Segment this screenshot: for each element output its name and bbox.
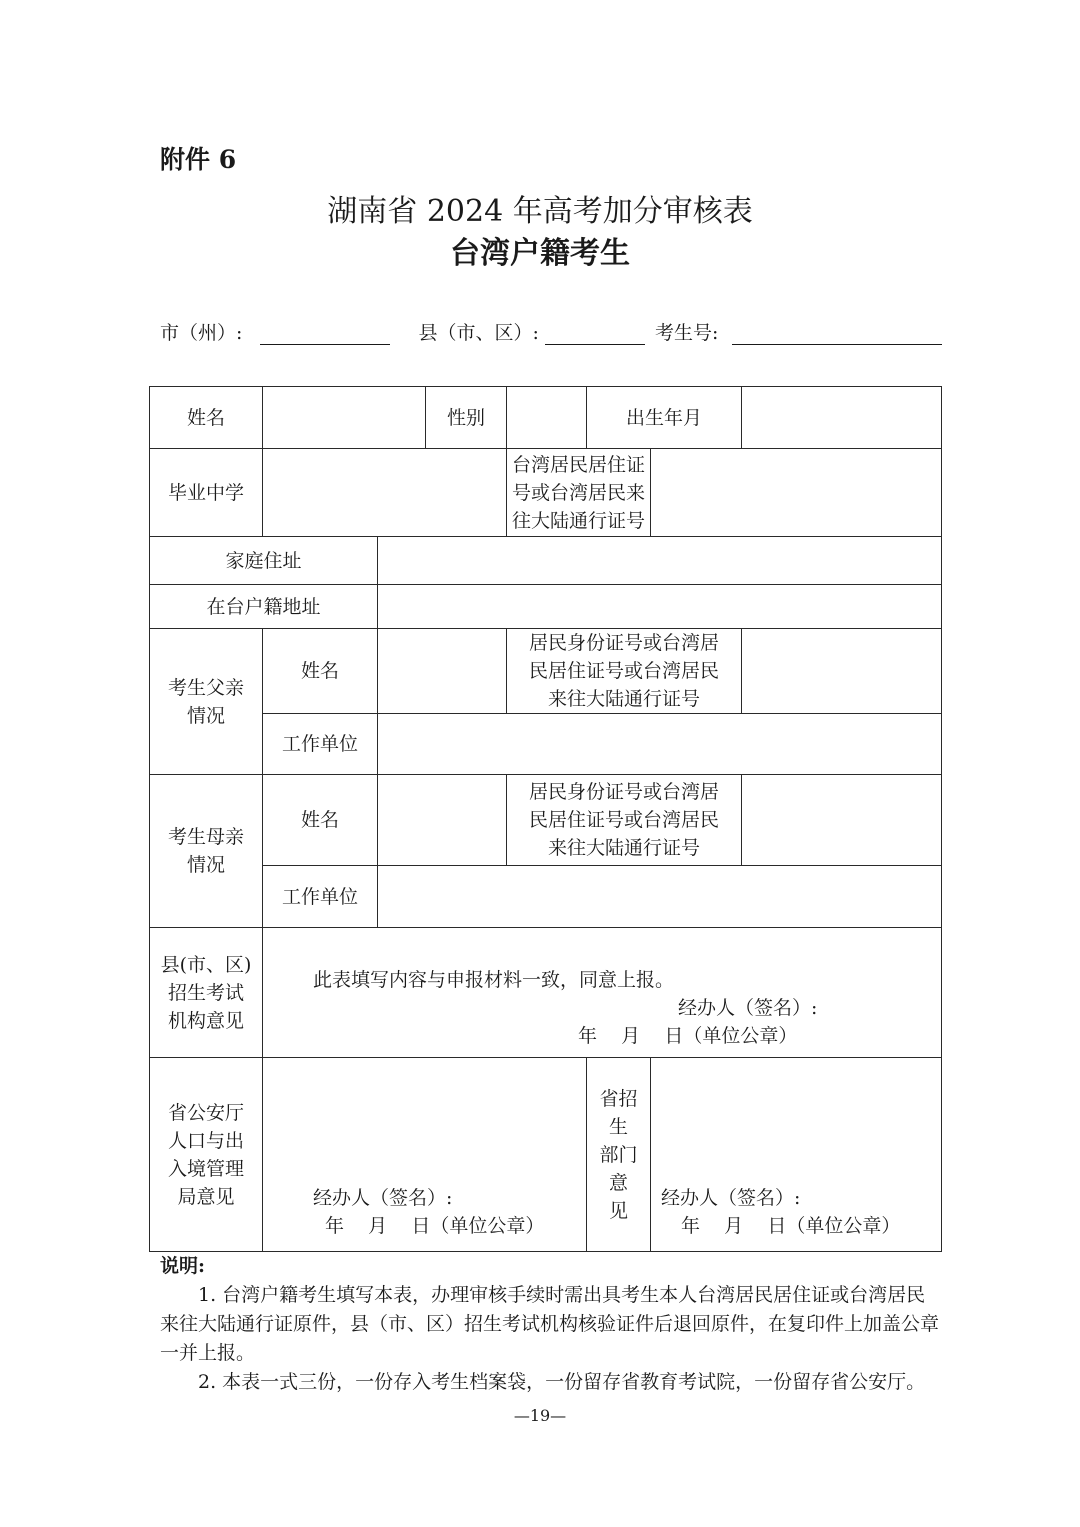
mother-section-label: 考生母亲 情况: [150, 775, 263, 928]
father-section-label: 考生父亲 情况: [150, 629, 263, 775]
info-line: [160, 318, 942, 345]
police-handler-sign: 经办人（签名）:: [313, 1187, 453, 1209]
county-handler-sign: 经办人（签名）:: [678, 997, 818, 1019]
name-field[interactable]: [263, 387, 426, 449]
mother-work-field[interactable]: [378, 866, 942, 928]
birth-field[interactable]: [742, 387, 942, 449]
form-subtitle: 台湾户籍考生: [450, 236, 630, 271]
county-opinion-cell[interactable]: [263, 928, 942, 1058]
province-opinion-label: 省招生 部门意 见: [587, 1058, 651, 1252]
county-label: 县（市、区）:: [418, 322, 539, 344]
note-item-1: 1. 台湾户籍考生填写本表，办理审核手续时需出具考生本人台湾居民居住证或台湾居民来往大陆通行证原件，县（市、区）招生考试机构核验证件后退回原件，在复印件上加盖公章一并上报。: [160, 1284, 940, 1364]
mother-id-label: 居民身份证号或台湾居 民居住证号或台湾居民 来往大陆通行证号: [507, 775, 742, 866]
father-name-field[interactable]: [378, 629, 507, 714]
mother-name-field[interactable]: [378, 775, 507, 866]
father-work-field[interactable]: [378, 714, 942, 775]
county-date-stamp: 年 月 日（单位公章）: [578, 1025, 798, 1047]
home-address-field[interactable]: [378, 537, 942, 585]
school-label: 毕业中学: [150, 449, 263, 537]
tw-id-field[interactable]: [651, 449, 942, 537]
gender-field[interactable]: [507, 387, 587, 449]
notes-title: 说明:: [160, 1255, 206, 1277]
father-id-field[interactable]: [742, 629, 942, 714]
exam-no-blank[interactable]: [732, 324, 942, 345]
birth-label: 出生年月: [587, 387, 742, 449]
province-handler-sign: 经办人（签名）:: [661, 1187, 801, 1209]
police-date-stamp: 年 月 日（单位公章）: [325, 1215, 545, 1237]
gender-label: 性别: [426, 387, 507, 449]
province-opinion-cell[interactable]: [651, 1058, 942, 1252]
name-label: 姓名: [150, 387, 263, 449]
county-blank[interactable]: [545, 324, 645, 345]
mother-work-label: 工作单位: [263, 866, 378, 928]
tw-address-field[interactable]: [378, 585, 942, 629]
exam-no-label: 考生号:: [655, 322, 719, 344]
county-opinion-label: 县(市、区) 招生考试 机构意见: [150, 928, 263, 1058]
province-date-stamp: 年 月 日（单位公章）: [681, 1215, 901, 1237]
mother-id-field[interactable]: [742, 775, 942, 866]
attachment-label: 附件 6: [160, 145, 237, 174]
home-address-label: 家庭住址: [150, 537, 378, 585]
county-opinion-text: 此表填写内容与申报材料一致，同意上报。: [313, 969, 675, 991]
father-work-label: 工作单位: [263, 714, 378, 775]
tw-address-label: 在台户籍地址: [150, 585, 378, 629]
review-form-table: [149, 386, 942, 1252]
city-label: 市（州）:: [160, 322, 243, 344]
father-id-label: 居民身份证号或台湾居 民居住证号或台湾居民 来往大陆通行证号: [507, 629, 742, 714]
tw-id-label: 台湾居民居住证 号或台湾居民来 往大陆通行证号: [507, 449, 651, 537]
note-item-2: 2. 本表一式三份，一份存入考生档案袋，一份留存省教育考试院，一份留存省公安厅。: [198, 1371, 926, 1393]
city-blank[interactable]: [260, 324, 390, 345]
police-opinion-label: 省公安厅 人口与出 入境管理 局意见: [150, 1058, 263, 1252]
father-name-label: 姓名: [263, 629, 378, 714]
notes-section: [160, 1252, 940, 1397]
mother-name-label: 姓名: [263, 775, 378, 866]
page-number: —19—: [513, 1406, 567, 1425]
police-opinion-cell[interactable]: [263, 1058, 587, 1252]
school-field[interactable]: [263, 449, 507, 537]
form-title: 湖南省 2024 年高考加分审核表: [327, 194, 753, 229]
